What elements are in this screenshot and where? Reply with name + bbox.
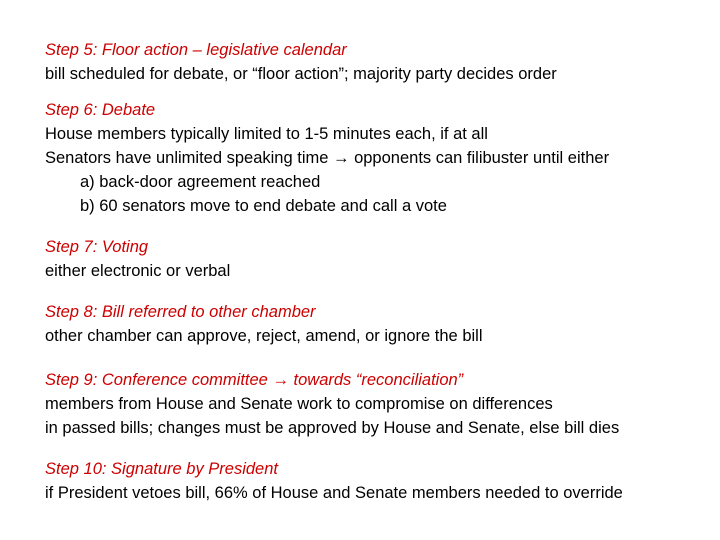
step-text: other chamber can approve, reject, amend, or ignore the bill xyxy=(45,327,483,345)
step-text: if President vetoes bill, 66% of House and Senate members needed to override xyxy=(45,484,623,502)
step-5 xyxy=(45,38,700,86)
step-subitem: b) 60 senators move to end debate and call a vote xyxy=(80,197,447,215)
step-heading: Step 9: Conference committee → towards “reconciliation” xyxy=(45,371,464,389)
step-heading: Step 5: Floor action – legislative calendar xyxy=(45,41,347,59)
step-text: in passed bills; changes must be approved by House and Senate, else bill dies xyxy=(45,419,620,437)
step-text: members from House and Senate work to compromise on differences xyxy=(45,395,553,413)
step-9 xyxy=(45,368,700,440)
step-7 xyxy=(45,235,700,283)
step-text: House members typically limited to 1-5 minutes each, if at all xyxy=(45,125,488,143)
step-heading: Step 10: Signature by President xyxy=(45,460,278,478)
step-heading: Step 6: Debate xyxy=(45,101,156,119)
step-heading: Step 7: Voting xyxy=(45,238,149,256)
step-6 xyxy=(45,98,700,218)
step-8 xyxy=(45,300,700,348)
step-text: either electronic or verbal xyxy=(45,262,231,280)
step-text: bill scheduled for debate, or “floor action”; majority party decides order xyxy=(45,65,557,83)
step-heading: Step 8: Bill referred to other chamber xyxy=(45,303,316,321)
step-text: Senators have unlimited speaking time → opponents can filibuster until either xyxy=(45,149,610,167)
step-subitem: a) back-door agreement reached xyxy=(80,173,321,191)
step-10 xyxy=(45,457,700,505)
